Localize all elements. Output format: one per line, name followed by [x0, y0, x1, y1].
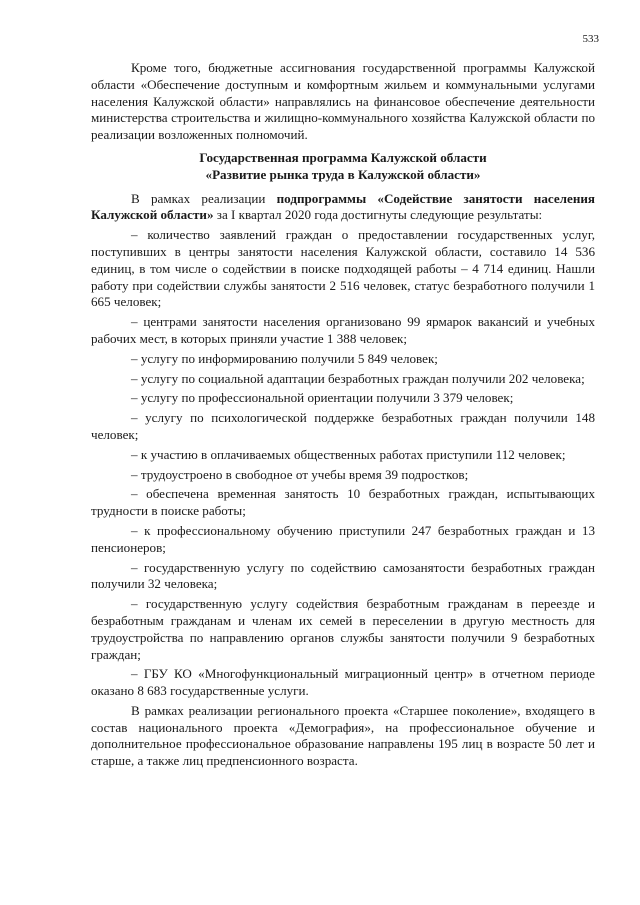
result-item: – государственную услугу по содействию самозанятости безработных граждан получили 32 человека;: [91, 559, 595, 592]
result-item: – трудоустроено в свободное от учебы время 39 подростков;: [131, 466, 469, 482]
result-item: – услугу по профессиональной ориентации получили 3 379 человек;: [131, 390, 514, 406]
result-item: – услугу по психологической поддержке безработных граждан получили 148 человек;: [91, 410, 595, 442]
result-item: – количество заявлений граждан о предоставлении государственных услуг, поступивших в центры занятости населения Калужской области, составило 14 536 единиц, в том числе о содействии в поиске подходящей работы – 4 714 единиц. Нашли работу при содействии службы занятости 2 516 человек, статус безработного получили 1 665 человек;: [91, 227, 595, 310]
result-item: – к профессиональному обучению приступили 247 безработных граждан и 13 пенсионеров;: [91, 522, 595, 555]
result-item: – ГБУ КО «Многофункциональный миграционный центр» в отчетном периоде оказано 8 683 государственные услуги.: [91, 666, 595, 699]
page-number: 533: [582, 33, 599, 45]
result-item: – услугу по информированию получили 5 849 человек;: [131, 350, 438, 366]
section-title-line-2: «Развитие рынка труда в Калужской области»: [205, 166, 481, 182]
section-title-line-1: Государственная программа Калужской области: [199, 149, 487, 165]
document-body: [91, 60, 595, 770]
intro-paragraph: Кроме того, бюджетные ассигнования государственной программы Калужской области «Обеспечение доступным и комфортным жильем и коммунальными услугами населения Калужской области» направлялись на финансовое обеспечение деятельности министерства строительства и жилищно-коммунального хозяйства Калужской области по реализации возложенных полномочий.: [91, 60, 595, 143]
subprogram-name: подпрограммы «Содействие занятости населения Калужской области»: [91, 190, 595, 223]
result-item: – услугу по социальной адаптации безработных граждан получили 202 человека;: [131, 370, 585, 386]
subprogram-intro-paragraph: [91, 191, 595, 225]
result-item: – обеспечена временная занятость 10 безработных граждан, испытывающих трудности в поиске работы;: [91, 486, 595, 519]
closing-paragraph: В рамках реализации регионального проекта «Старшее поколение», входящего в состав национального проекта «Демография», на профессиональное обучение и дополнительное профессиональное образование направлены 195 лиц в возрасте 50 лет и старше, а также лиц предпенсионного возраста.: [91, 702, 595, 769]
subprogram-intro-suffix: за I квартал 2020 года достигнуты следующие результаты:: [213, 207, 543, 223]
subprogram-intro-prefix: В рамках реализации: [131, 190, 277, 206]
result-item: – центрами занятости населения организовано 99 ярмарок вакансий и учебных рабочих мест, в которых приняли участие 1 388 человек;: [91, 314, 595, 346]
result-item: – к участию в оплачиваемых общественных работах приступили 112 человек;: [131, 446, 566, 462]
result-item: – государственную услугу содействия безработным гражданам в переезде и безработным гражданам и членам их семей в переселении в другую местность для трудоустройства по направлению органов службы занятости получили 9 безработных граждан;: [91, 596, 595, 662]
